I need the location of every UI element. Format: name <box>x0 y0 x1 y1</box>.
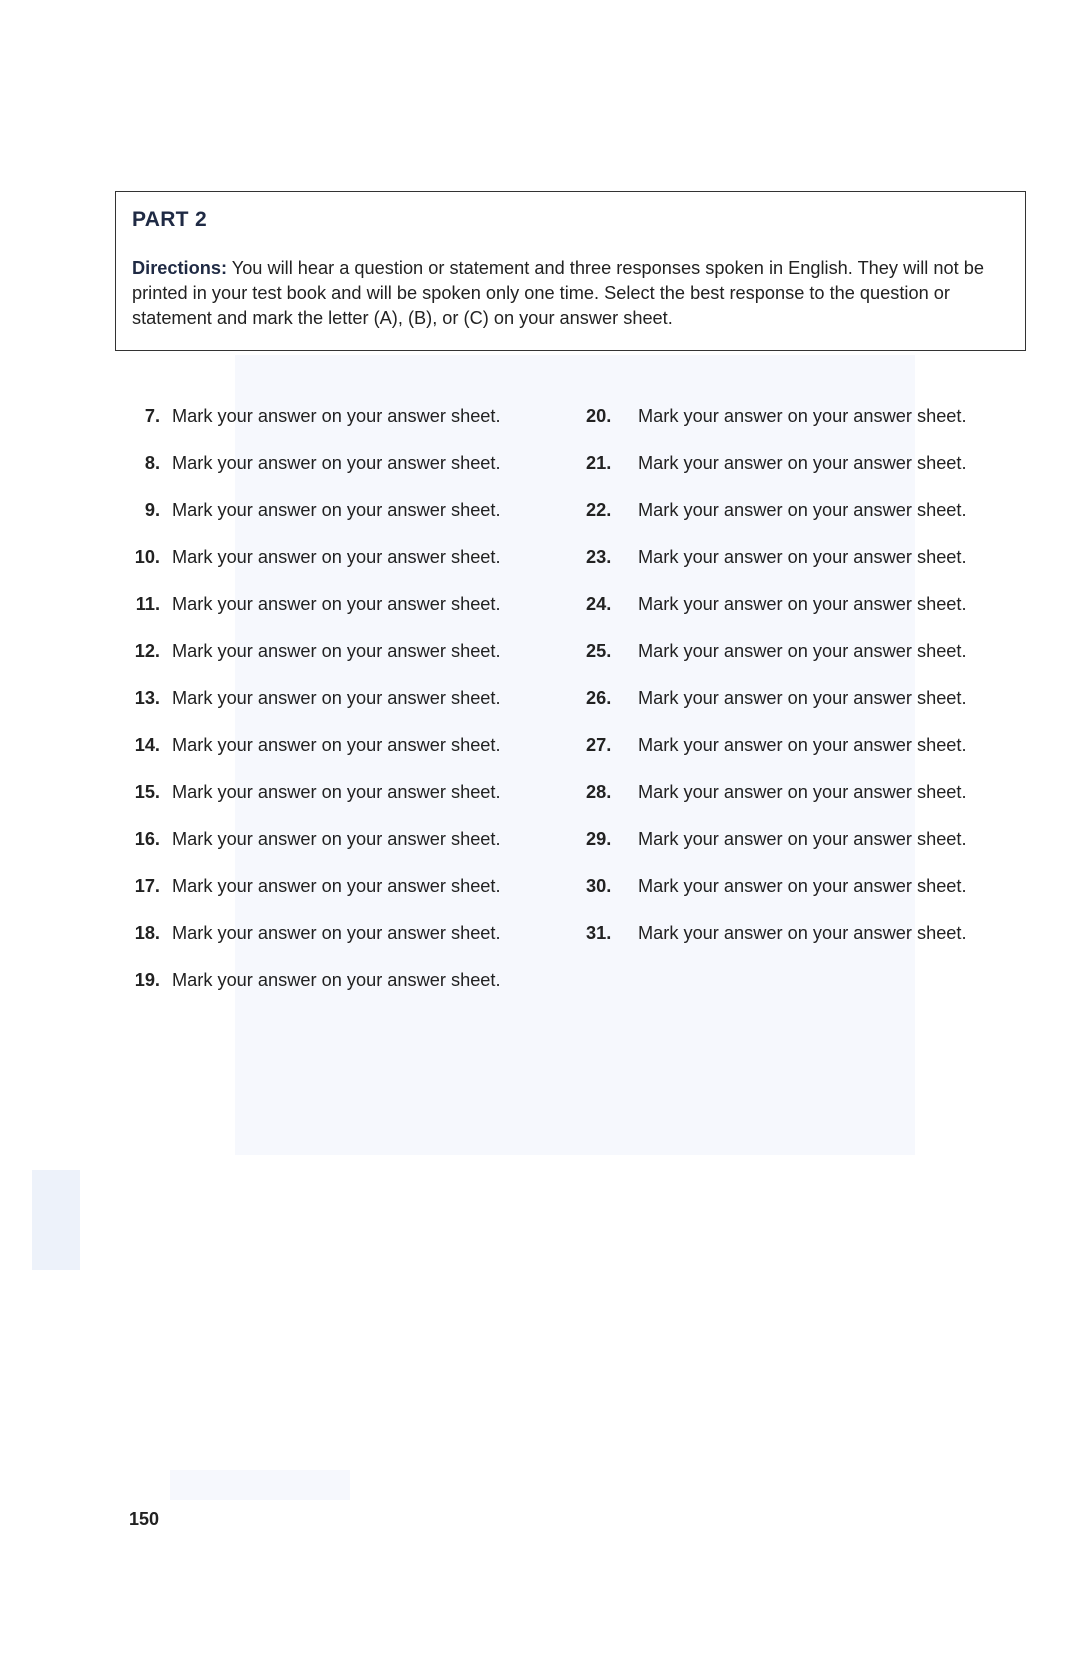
question-row <box>122 500 501 547</box>
question-number: 8. <box>144 453 160 473</box>
question-row <box>122 923 501 970</box>
question-text: Mark your answer on your answer sheet. <box>638 735 967 755</box>
question-number: 24. <box>586 594 612 614</box>
question-number: 13. <box>134 688 160 708</box>
directions-paragraph <box>132 256 1011 331</box>
question-row <box>122 547 501 594</box>
question-row <box>122 406 501 453</box>
question-text: Mark your answer on your answer sheet. <box>172 688 501 708</box>
question-text: Mark your answer on your answer sheet. <box>638 923 967 943</box>
question-number: 23. <box>586 547 612 567</box>
question-text: Mark your answer on your answer sheet. <box>172 453 501 473</box>
question-row <box>122 735 501 782</box>
question-text: Mark your answer on your answer sheet. <box>638 406 967 426</box>
question-row <box>586 829 967 876</box>
questions-right-column <box>586 406 967 970</box>
directions-text: You will hear a question or statement and three responses spoken in English. They will not be printed in your test book and will be spoken only one time. Select the best response to the question or statement and mark the letter (A), (B), or (C) on your answer sheet. <box>132 258 984 328</box>
question-text: Mark your answer on your answer sheet. <box>172 641 501 661</box>
question-text: Mark your answer on your answer sheet. <box>638 876 967 896</box>
questions-left-column <box>122 406 501 1017</box>
background-tab-mark <box>32 1170 80 1270</box>
question-row <box>122 594 501 641</box>
question-number: 9. <box>144 500 160 520</box>
question-row <box>586 547 967 594</box>
question-text: Mark your answer on your answer sheet. <box>172 782 501 802</box>
question-number: 29. <box>586 829 612 849</box>
question-number: 10. <box>134 547 160 567</box>
question-row <box>122 782 501 829</box>
question-number: 25. <box>586 641 612 661</box>
question-number: 28. <box>586 782 612 802</box>
question-row <box>122 970 501 1017</box>
question-text: Mark your answer on your answer sheet. <box>172 547 501 567</box>
question-row <box>586 641 967 688</box>
question-text: Mark your answer on your answer sheet. <box>172 500 501 520</box>
part-title: PART 2 <box>132 208 207 231</box>
question-row <box>586 923 967 970</box>
question-number: 26. <box>586 688 612 708</box>
question-row <box>122 876 501 923</box>
question-number: 14. <box>134 735 160 755</box>
question-number: 21. <box>586 453 612 473</box>
question-number: 27. <box>586 735 612 755</box>
directions-box <box>115 191 1026 351</box>
question-text: Mark your answer on your answer sheet. <box>638 453 967 473</box>
question-number: 31. <box>586 923 612 943</box>
question-row <box>122 641 501 688</box>
question-number: 15. <box>134 782 160 802</box>
question-text: Mark your answer on your answer sheet. <box>172 876 501 896</box>
question-row <box>586 688 967 735</box>
question-row <box>586 876 967 923</box>
question-row <box>586 453 967 500</box>
question-number: 7. <box>144 406 160 426</box>
background-smudge <box>170 1470 350 1500</box>
page-number: 150 <box>129 1509 160 1529</box>
question-text: Mark your answer on your answer sheet. <box>172 735 501 755</box>
question-number: 11. <box>135 594 160 614</box>
question-text: Mark your answer on your answer sheet. <box>172 970 501 990</box>
question-row <box>586 735 967 782</box>
question-number: 17. <box>134 876 160 896</box>
question-row <box>586 782 967 829</box>
question-number: 20. <box>586 406 612 426</box>
question-row <box>586 500 967 547</box>
question-number: 12. <box>134 641 160 661</box>
question-number: 18. <box>134 923 160 943</box>
question-row <box>586 594 967 641</box>
question-text: Mark your answer on your answer sheet. <box>172 923 501 943</box>
directions-label: Directions: <box>132 258 227 278</box>
question-text: Mark your answer on your answer sheet. <box>638 688 967 708</box>
question-text: Mark your answer on your answer sheet. <box>638 641 967 661</box>
question-text: Mark your answer on your answer sheet. <box>172 406 501 426</box>
question-text: Mark your answer on your answer sheet. <box>638 829 967 849</box>
question-row <box>586 406 967 453</box>
question-text: Mark your answer on your answer sheet. <box>638 500 967 520</box>
question-text: Mark your answer on your answer sheet. <box>172 829 501 849</box>
question-number: 16. <box>134 829 160 849</box>
question-number: 19. <box>134 970 160 990</box>
question-number: 22. <box>586 500 612 520</box>
question-text: Mark your answer on your answer sheet. <box>638 594 967 614</box>
question-text: Mark your answer on your answer sheet. <box>172 594 501 614</box>
question-row <box>122 688 501 735</box>
question-row <box>122 453 501 500</box>
question-row <box>122 829 501 876</box>
question-number: 30. <box>586 876 612 896</box>
question-text: Mark your answer on your answer sheet. <box>638 782 967 802</box>
question-text: Mark your answer on your answer sheet. <box>638 547 967 567</box>
